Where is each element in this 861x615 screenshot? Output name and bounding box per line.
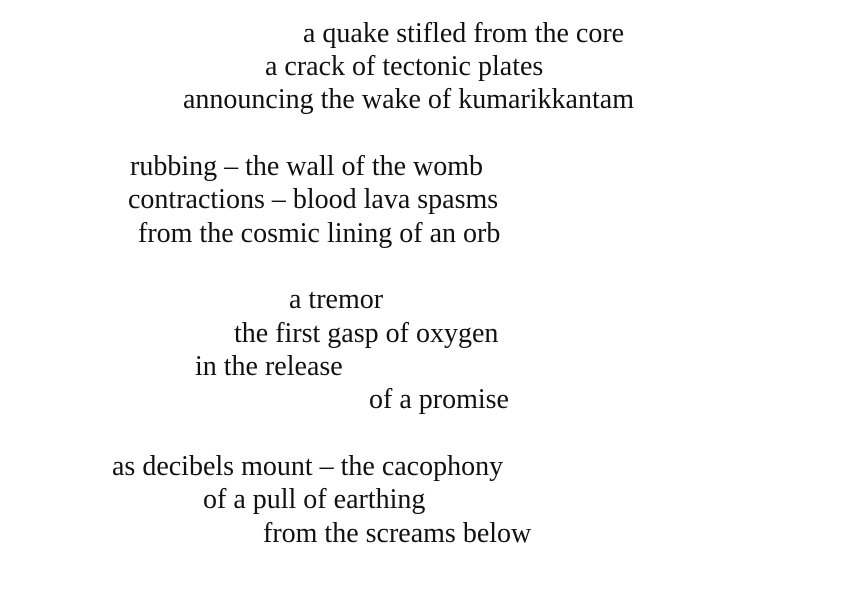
poem-line: rubbing – the wall of the womb bbox=[130, 151, 484, 182]
poem-line: from the screams below bbox=[263, 518, 532, 549]
poem-line: in the release bbox=[195, 351, 343, 382]
poem-line: of a pull of earthing bbox=[203, 484, 426, 515]
poem-line: of a promise bbox=[369, 384, 509, 415]
poem-line: the first gasp of oxygen bbox=[234, 318, 499, 349]
poem-line: a quake stifled from the core bbox=[303, 18, 625, 49]
poem-line: from the cosmic lining of an orb bbox=[138, 218, 501, 249]
poem-line: announcing the wake of kumarikkantam bbox=[183, 84, 634, 115]
poem-line: a crack of tectonic plates bbox=[265, 51, 544, 82]
poem-line: a tremor bbox=[289, 284, 384, 315]
poem-line: contractions – blood lava spasms bbox=[128, 184, 499, 215]
poem-line: as decibels mount – the cacophony bbox=[112, 451, 504, 482]
